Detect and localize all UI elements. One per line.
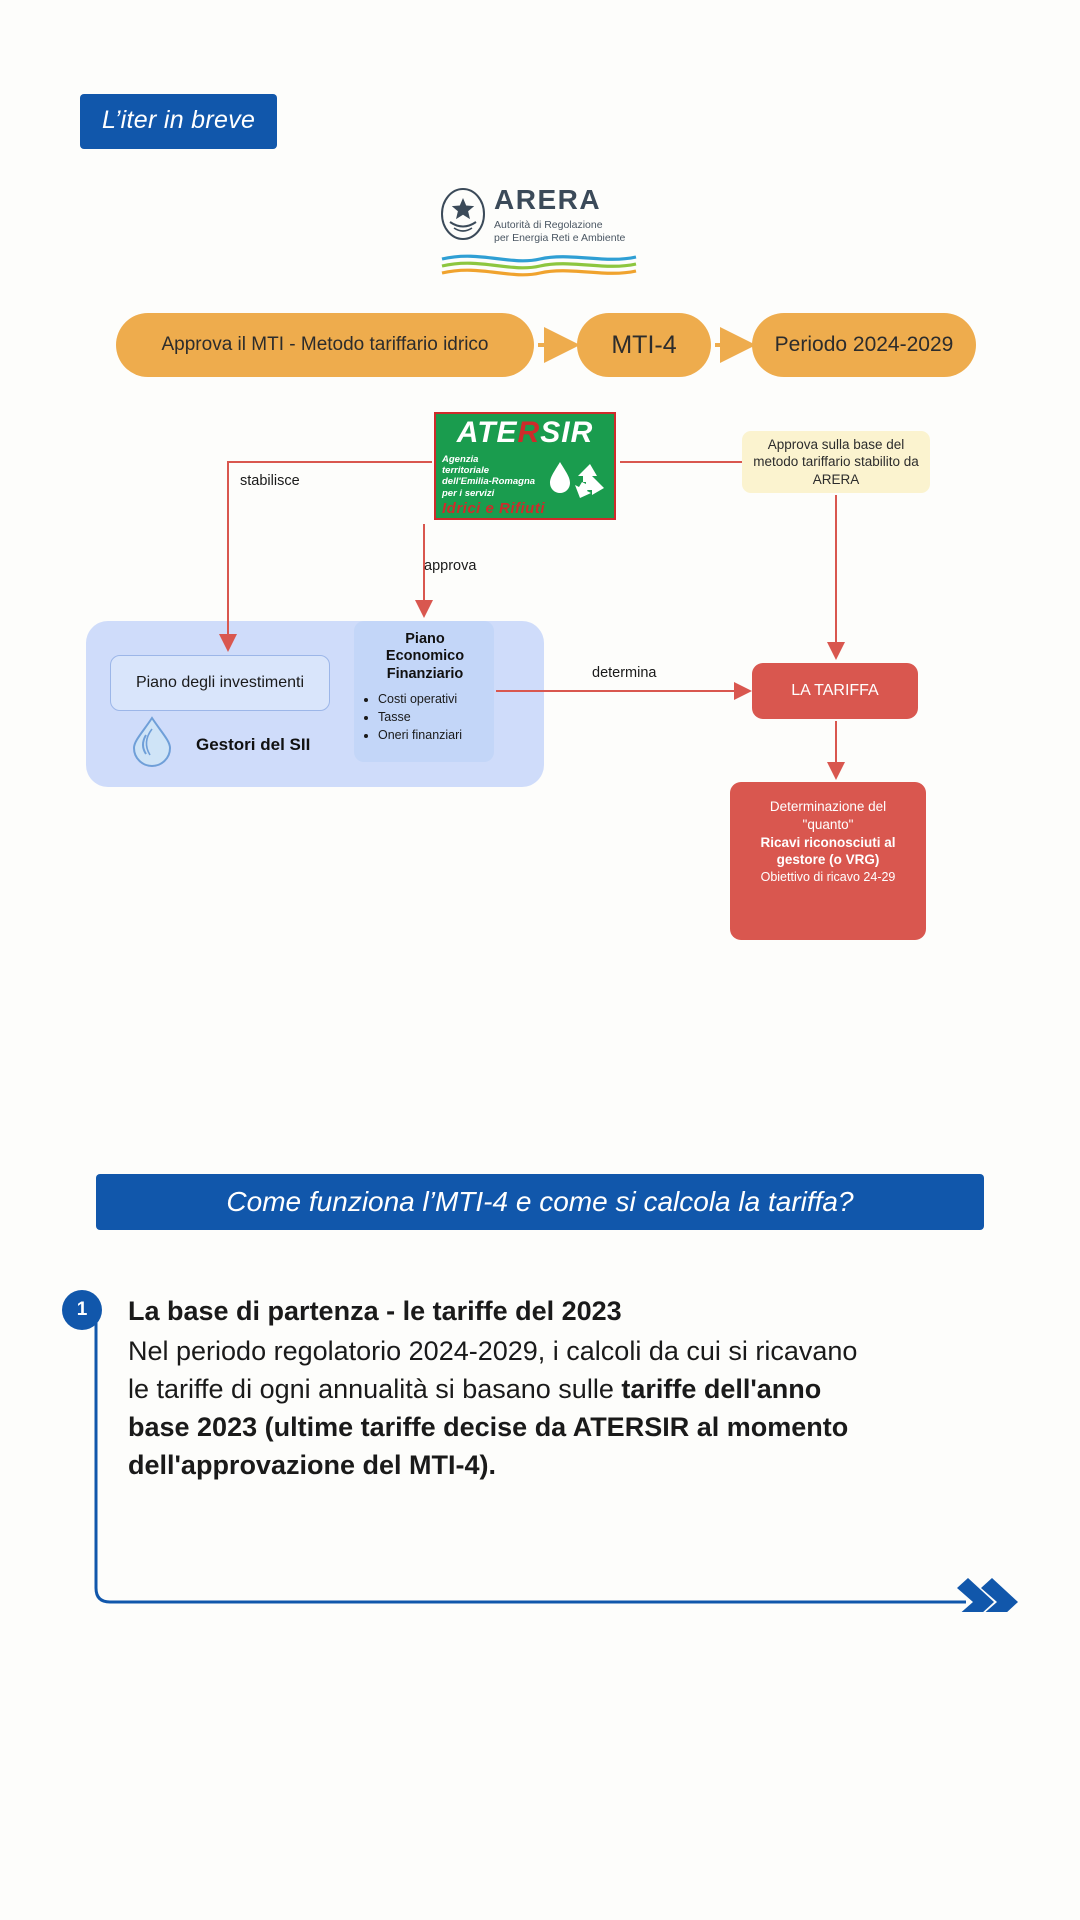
double-chevron-right-icon bbox=[957, 1578, 1018, 1612]
arera-name: ARERA bbox=[494, 184, 602, 215]
pill-mti4 bbox=[577, 313, 711, 377]
box-approva-sulla-base bbox=[742, 431, 930, 493]
arera-subtitle-line2: per Energia Reti e Ambiente bbox=[494, 232, 626, 245]
determinazione-line5: Obiettivo di ricavo 24-29 bbox=[760, 870, 896, 885]
pill-mti4-label: MTI-4 bbox=[611, 330, 677, 359]
box-determinazione-quanto bbox=[730, 782, 926, 940]
step-number-label: 1 bbox=[76, 1299, 88, 1320]
top-banner-label: L’iter in breve bbox=[102, 106, 256, 134]
arera-text bbox=[494, 186, 625, 245]
pef-title-line2: Economico bbox=[385, 648, 465, 665]
water-droplet-icon bbox=[128, 715, 176, 767]
atersir-logo-title bbox=[436, 418, 614, 448]
arera-logo bbox=[440, 186, 640, 278]
gestori-sii-label: Gestori del SII bbox=[196, 735, 311, 754]
atersir-sub-line1: Agenzia bbox=[442, 454, 479, 465]
italian-emblem-icon bbox=[440, 188, 486, 240]
box-la-tariffa-label: LA TARIFFA bbox=[791, 682, 879, 699]
pill-approva-mti bbox=[116, 313, 534, 377]
edge-label-stabilisce: stabilisce bbox=[240, 473, 300, 489]
pef-item: • Costi operativi bbox=[378, 690, 486, 708]
pef-title bbox=[364, 631, 486, 683]
pill-periodo bbox=[752, 313, 976, 377]
box-piano-economico-finanziario bbox=[354, 621, 494, 762]
box-approva-sulla-base-label: Approva sulla base del metodo tariffario stabilito da ARERA bbox=[753, 437, 919, 487]
pef-item-list bbox=[364, 690, 486, 744]
step-1-heading: La base di partenza - le tariffe del 2023 bbox=[128, 1296, 622, 1326]
pef-title-line3: Finanziario bbox=[386, 665, 464, 682]
step-1-body: Nel periodo regolatorio 2024-2029, i calcoli da cui si ricavano le tariffe di ogni annualità si basano sulle bbox=[128, 1336, 858, 1405]
box-la-tariffa bbox=[752, 663, 918, 719]
top-banner bbox=[80, 94, 277, 149]
pill-approva-label: Approva il MTI - Metodo tariffario idrico bbox=[161, 334, 489, 355]
determinazione-line2: "quanto" bbox=[802, 816, 854, 832]
step-bracket-arrow bbox=[82, 1316, 1022, 1612]
atersir-title-part3: SIR bbox=[540, 416, 594, 449]
section-banner-label: Come funziona l’MTI-4 e come si calcola la tariffa? bbox=[226, 1186, 854, 1217]
determinazione-line3: Ricavi riconosciuti al bbox=[760, 834, 896, 850]
atersir-sub-line3: dell'Emilia-Romagna bbox=[442, 476, 536, 488]
edge-label-approva: approva bbox=[424, 558, 477, 574]
pef-item: • Tasse bbox=[378, 708, 486, 726]
arera-subtitle-line1: Autorità di Regolazione bbox=[494, 219, 603, 231]
determinazione-line1: Determinazione del bbox=[769, 799, 887, 814]
water-recycle-icon bbox=[546, 458, 608, 500]
step-1-body-bold: tariffe dell'anno base 2023 (ultime tariffe decise da ATERSIR al momento dell'approvazione del MTI-4). bbox=[128, 1374, 849, 1481]
edge-label-determina: determina bbox=[592, 665, 657, 681]
arera-waves-icon bbox=[440, 252, 640, 278]
pef-item: • Oneri finanziari bbox=[378, 726, 486, 744]
atersir-subtitle bbox=[442, 454, 560, 499]
box-piano-investimenti-label: Piano degli investimenti bbox=[135, 674, 305, 691]
determinazione-line4: gestore (o VRG) bbox=[776, 852, 880, 868]
atersir-logo bbox=[434, 412, 616, 520]
atersir-title-part1: ATE bbox=[456, 416, 518, 449]
box-piano-investimenti bbox=[110, 655, 330, 711]
section-banner-come-funziona bbox=[96, 1174, 984, 1230]
pef-title-line1: Piano bbox=[405, 631, 445, 647]
pill-periodo-label: Periodo 2024-2029 bbox=[774, 333, 954, 356]
atersir-sub-line4: per i servizi bbox=[442, 487, 495, 499]
atersir-title-part2: R bbox=[517, 416, 541, 449]
atersir-sub-line5: Idrici e Rifiuti bbox=[442, 500, 546, 517]
atersir-sub-line2: territoriale bbox=[442, 465, 489, 477]
